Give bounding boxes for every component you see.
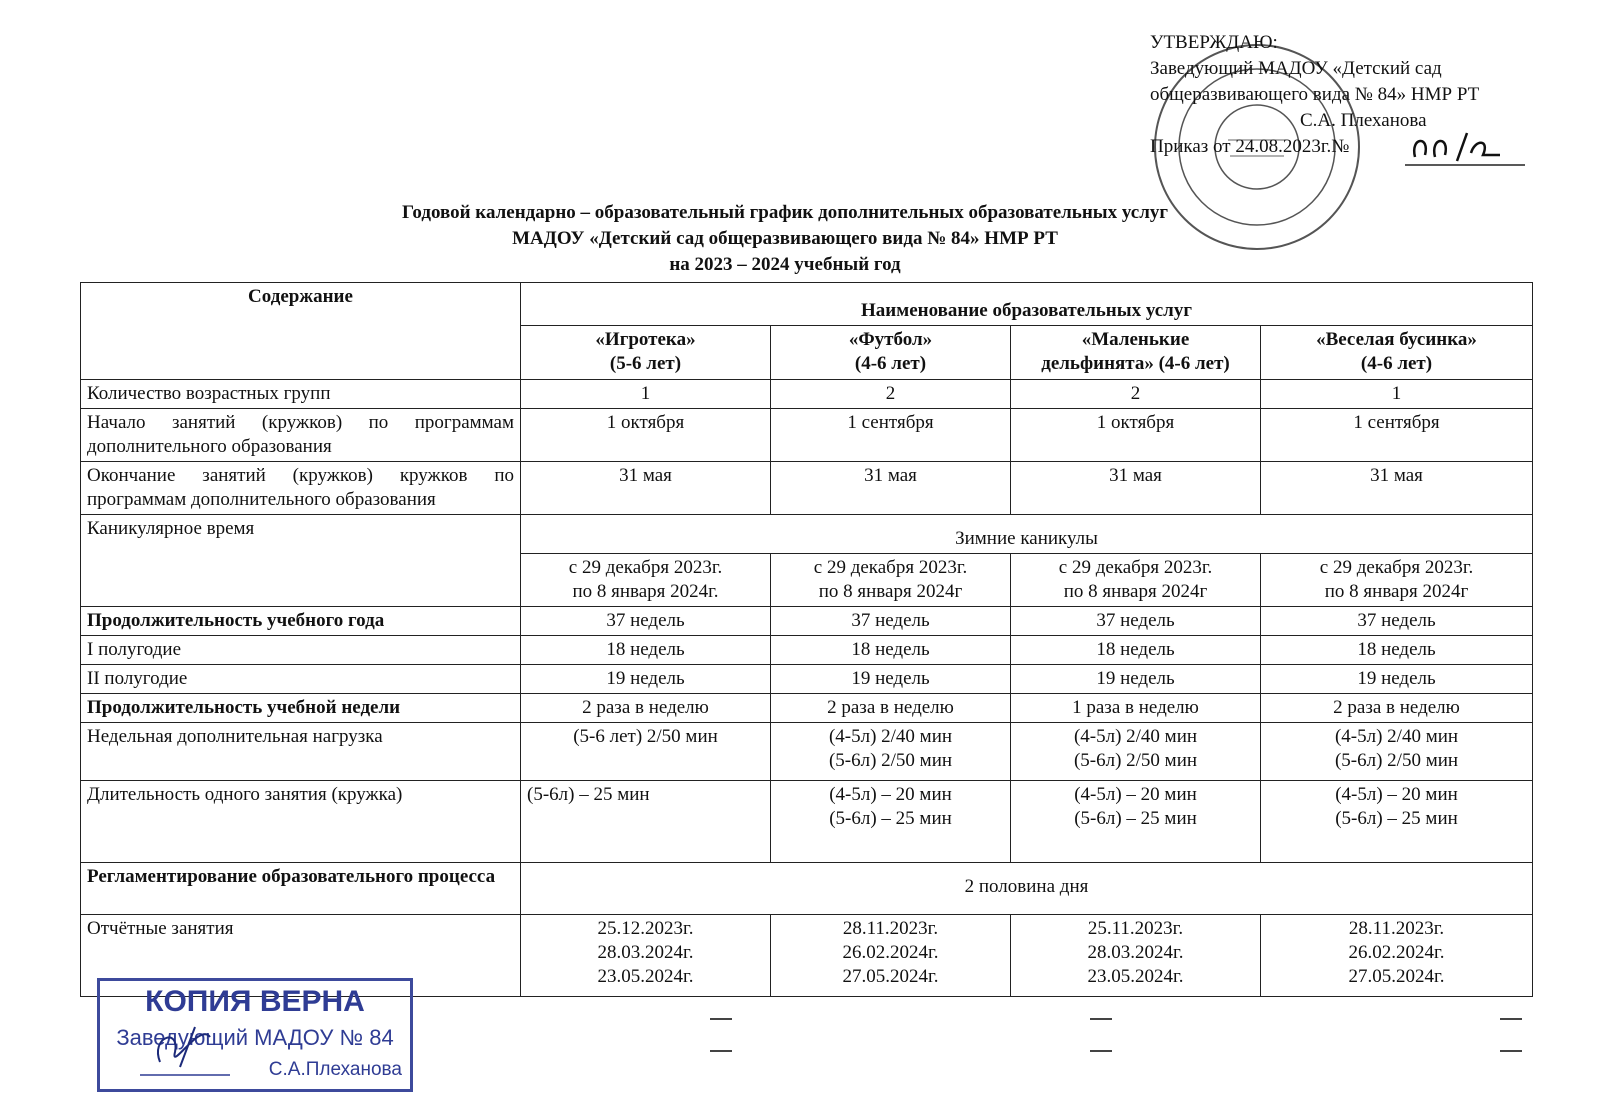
cell: (4-5л) 2/40 мин (5-6л) 2/50 мин — [1261, 723, 1533, 781]
cell: 2 — [771, 380, 1011, 409]
cell: (4-5л) – 20 мин (5-6л) – 25 мин — [1011, 781, 1261, 863]
cell: 1 сентября — [1261, 409, 1533, 462]
cell: 1 октября — [1011, 409, 1261, 462]
row-label: Отчётные занятия — [81, 915, 521, 997]
cell: 28.11.2023г. 26.02.2024г. 27.05.2024г. — [771, 915, 1011, 997]
row-label: Продолжительность учебной недели — [81, 694, 521, 723]
cell: 1 — [1261, 380, 1533, 409]
cell: 19 недель — [771, 665, 1011, 694]
row-label: Окончание занятий (кружков) кружков по программам дополнительного образования — [81, 462, 521, 515]
cell: 37 недель — [1011, 607, 1261, 636]
row-label: Длительность одного занятия (кружка) — [81, 781, 521, 863]
cell: 19 недель — [1261, 665, 1533, 694]
cell: 31 мая — [771, 462, 1011, 515]
table-row — [81, 694, 1533, 723]
approval-heading: УТВЕРЖДАЮ: — [1150, 32, 1278, 53]
row-label: Недельная дополнительная нагрузка — [81, 723, 521, 781]
cell: (4-5л) – 20 мин (5-6л) – 25 мин — [771, 781, 1011, 863]
stamp-signature — [140, 1017, 230, 1077]
cell: с 29 декабря 2023г. по 8 января 2024г. — [521, 554, 771, 607]
stamp-position: Заведующий МАДОУ № 84 — [116, 1025, 394, 1050]
approval-signatory: С.А. Плеханова — [1300, 110, 1427, 131]
row-label: Начало занятий (кружков) по программам дополнительного образования — [81, 409, 521, 462]
cell: 2 раза в неделю — [771, 694, 1011, 723]
cell: 2 — [1011, 380, 1261, 409]
cell: 19 недель — [521, 665, 771, 694]
cell: 19 недель — [1011, 665, 1261, 694]
cell: 37 недель — [771, 607, 1011, 636]
cell: 37 недель — [521, 607, 771, 636]
cell: 25.11.2023г. 28.03.2024г. 23.05.2024г. — [1011, 915, 1261, 997]
table-row — [81, 665, 1533, 694]
cell: (5-6 лет) 2/50 мин — [521, 723, 771, 781]
row-label: Количество возрастных групп — [81, 380, 521, 409]
approval-order-prefix: Приказ от 24.08.2023г.№ — [1150, 136, 1350, 157]
service-bead: «Веселая бусинка» (4-6 лет) — [1261, 326, 1533, 380]
approval-position: Заведующий МАДОУ «Детский сад — [1150, 58, 1442, 79]
stamp-title: КОПИЯ ВЕРНА — [145, 985, 365, 1018]
cell: (4-5л) – 20 мин (5-6л) – 25 мин — [1261, 781, 1533, 863]
order-number-handwritten — [1405, 127, 1525, 172]
cell: (5-6л) – 25 мин — [521, 781, 771, 863]
title-line-1: Годовой календарно – образовательный график дополнительных образовательных услуг — [401, 202, 1169, 223]
scan-mark — [710, 1018, 732, 1020]
table-row — [81, 380, 1533, 409]
cell: 18 недель — [1261, 636, 1533, 665]
cell: 31 мая — [1011, 462, 1261, 515]
cell: с 29 декабря 2023г. по 8 января 2024г — [1011, 554, 1261, 607]
table-row — [81, 723, 1533, 781]
row-label: II полугодие — [81, 665, 521, 694]
cell: 1 — [521, 380, 771, 409]
service-igroteka: «Игротека» (5-6 лет) — [521, 326, 771, 380]
cell: 28.11.2023г. 26.02.2024г. 27.05.2024г. — [1261, 915, 1533, 997]
cell: 1 раза в неделю — [1011, 694, 1261, 723]
cell: 2 раза в неделю — [521, 694, 771, 723]
document-title — [200, 200, 1370, 278]
copy-certified-stamp — [97, 978, 413, 1092]
service-dolphins: «Маленькие дельфинята» (4-6 лет) — [1011, 326, 1261, 380]
cell: 1 октября — [521, 409, 771, 462]
row-label: Продолжительность учебного года — [81, 607, 521, 636]
scan-mark — [710, 1050, 732, 1052]
scan-mark — [1500, 1018, 1522, 1020]
cell: 1 сентября — [771, 409, 1011, 462]
title-line-3: на 2023 – 2024 учебный год — [669, 254, 901, 275]
row-label: Регламентирование образовательного процесса — [81, 863, 521, 915]
header-services: Наименование образовательных услуг — [521, 283, 1533, 326]
row-label: Каникулярное время — [81, 515, 521, 607]
cell: с 29 декабря 2023г. по 8 января 2024г — [1261, 554, 1533, 607]
stamp-name: С.А.Плеханова — [268, 1059, 402, 1080]
table-row — [81, 607, 1533, 636]
cell: 31 мая — [1261, 462, 1533, 515]
table-row — [81, 409, 1533, 462]
cell: 31 мая — [521, 462, 771, 515]
schedule-table — [80, 282, 1533, 997]
cell: 2 раза в неделю — [1261, 694, 1533, 723]
table-row — [81, 462, 1533, 515]
service-football: «Футбол» (4-6 лет) — [771, 326, 1011, 380]
cell: 18 недель — [771, 636, 1011, 665]
scan-mark — [1090, 1018, 1112, 1020]
cell: 18 недель — [1011, 636, 1261, 665]
vacation-row — [81, 515, 1533, 554]
cell: (4-5л) 2/40 мин (5-6л) 2/50 мин — [1011, 723, 1261, 781]
cell: 18 недель — [521, 636, 771, 665]
regulation-row — [81, 863, 1533, 915]
approval-organization: общеразвивающего вида № 84» НМР РТ — [1150, 84, 1480, 105]
row-label: I полугодие — [81, 636, 521, 665]
table-row — [81, 781, 1533, 863]
scan-mark — [1090, 1050, 1112, 1052]
cell: с 29 декабря 2023г. по 8 января 2024г — [771, 554, 1011, 607]
vacation-header: Зимние каникулы — [521, 515, 1533, 554]
cell: (4-5л) 2/40 мин (5-6л) 2/50 мин — [771, 723, 1011, 781]
regulation-value: 2 половина дня — [521, 863, 1533, 915]
scan-mark — [1500, 1050, 1522, 1052]
cell: 37 недель — [1261, 607, 1533, 636]
header-content: Содержание — [81, 283, 521, 380]
title-line-2: МАДОУ «Детский сад общеразвивающего вида № 84» НМР РТ — [512, 228, 1058, 249]
table-row — [81, 636, 1533, 665]
cell: 25.12.2023г. 28.03.2024г. 23.05.2024г. — [521, 915, 771, 997]
